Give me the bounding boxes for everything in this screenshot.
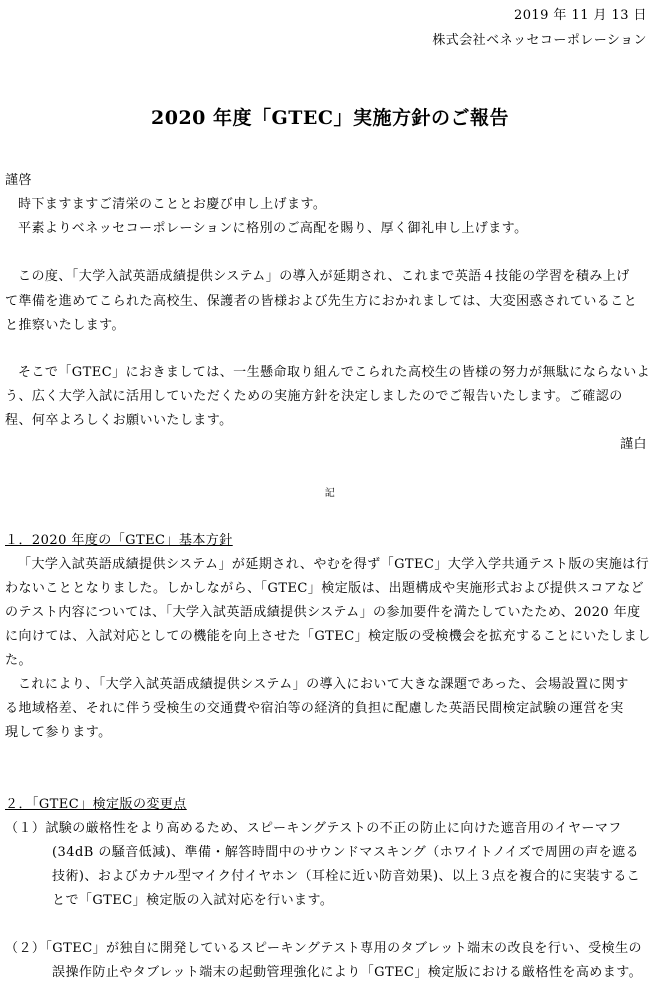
document-title: 2020 年度「GTEC」実施方針のご報告 xyxy=(151,107,509,129)
list-item-line: 誤操作防止やタブレット端末の起動管理強化により「GTEC」検定版における厳格性を高めます。 xyxy=(52,965,643,980)
paragraph-line: た。 xyxy=(5,653,32,668)
section-heading: １．2020 年度の「GTEC」基本方針 xyxy=(5,533,233,548)
paragraph-line: これにより、「大学入試英語成績提供システム」の導入において大きな課題であった、会場設置に関す xyxy=(18,677,629,692)
list-item-line: （１）試験の厳格性をより高めるため、スピーキングテストの不正の防止に向けた遮音用のイヤーマフ xyxy=(5,821,622,836)
paragraph-line: 現して参ります。 xyxy=(5,725,112,740)
paragraph-line: る地域格差、それに伴う受検生の交通費や宿泊等の経済的負担に配慮した英語民間検定試験の運営を実 xyxy=(5,701,624,716)
paragraph-line: う、広く大学入試に活用していただくための実施方針を決定しましたのでご報告いたします。ご確認の xyxy=(5,389,623,404)
list-item-line: （２）「GTEC」が独自に開発しているスピーキングテスト専用のタブレット端末の改良を行い、受検生の xyxy=(5,941,642,956)
paragraph-line: と推察いたします。 xyxy=(5,318,126,333)
paragraph-line: わないこととなりました。しかしながら、「GTEC」検定版は、出題構成や実施形式および提供スコアなど xyxy=(5,581,645,596)
list-item-line: (34dB の騒音低減)、準備・解答時間中のサウンドマスキング（ホワイトノイズで周囲の声を遮る xyxy=(52,845,639,860)
paragraph-line: に向けては、入試対応としての機能を向上させた「GTEC」検定版の受検機会を拡充することにいたしまし xyxy=(5,629,651,644)
closing-word: 謹白 xyxy=(620,437,647,452)
paragraph-line: そこで「GTEC」におきましては、一生懸命取り組んでこられた高校生の皆様の努力が無駄にならないよ xyxy=(18,365,651,380)
paragraph-line: この度、「大学入試英語成績提供システム」の導入が延期され、これまで英語４技能の学習を積み上げ xyxy=(18,269,630,284)
section-heading: ２．「GTEC」検定版の変更点 xyxy=(5,797,187,812)
ki-marker: 記 xyxy=(324,488,336,499)
greeting-line: 時下ますますご清栄のこととお慶び申し上げます。 xyxy=(18,197,327,212)
greeting-line: 平素よりベネッセコーポレーションに格別のご高配を賜り、厚く御礼申し上げます。 xyxy=(18,221,528,236)
paragraph-line: て準備を進めてこられた高校生、保護者の皆様および先生方におかれましては、大変困惑されていること xyxy=(5,294,638,309)
paragraph-line: 「大学入試英語成績提供システム」が延期され、やむを得ず「GTEC」大学入学共通テスト版の実施は行 xyxy=(18,557,650,572)
paragraph-line: 程、何卒よろしくお願いいたします。 xyxy=(5,413,233,428)
document-date: 2019 年 11 月 13 日 xyxy=(513,8,647,23)
greeting-opening: 謹啓 xyxy=(5,173,32,188)
paragraph-line: のテスト内容については、「大学入試英語成績提供システム」の参加要件を満たしていたため、2020 年度 xyxy=(5,605,641,620)
list-item-line: 技術)、およびカナル型マイク付イヤホン（耳栓に近い防音効果)、以上３点を複合的に実装するこ xyxy=(52,869,641,884)
company-name: 株式会社ベネッセコーポレーション xyxy=(432,33,647,48)
list-item-line: とで「GTEC」検定版の入試対応を行います。 xyxy=(52,893,334,908)
